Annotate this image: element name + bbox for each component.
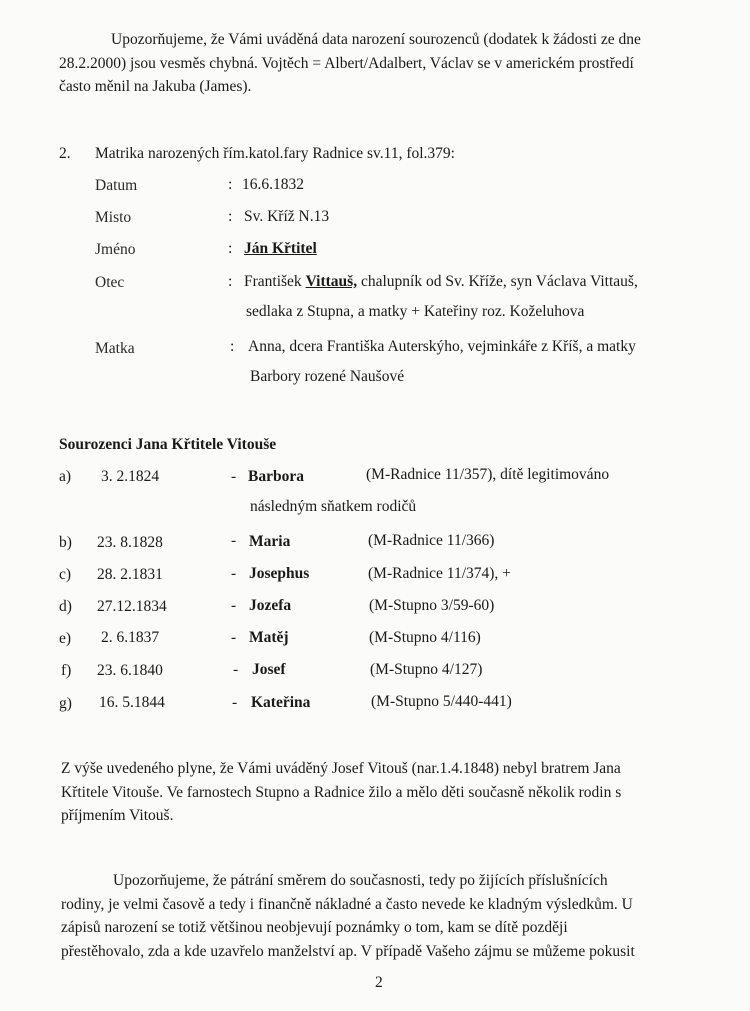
closing-line: přestěhovalo, zda a kde uzavřelo manželství ap. V případě Vašeho zájmu se můžeme pokusit <box>61 942 635 960</box>
otec-description: chalupník od Sv. Kříže, syn Václava Vittauš, <box>360 273 638 290</box>
sibling-letter: f) <box>61 662 72 679</box>
colon: : <box>230 338 235 355</box>
sibling-dash: - <box>231 565 237 582</box>
sibling-dash: - <box>231 597 237 614</box>
colon: : <box>228 240 233 257</box>
sibling-source: (M-Stupno 5/440-441) <box>371 693 512 710</box>
matka-line-2: Barbory rozené Naušové <box>250 368 405 385</box>
colon: : <box>228 208 233 225</box>
sibling-date: 16. 5.1844 <box>99 694 165 711</box>
sibling-name: Jozefa <box>249 597 292 614</box>
sibling-name: Barbora <box>248 468 304 485</box>
closing-line: zápisů narození se totiž většinou neobjevují poznámky o tom, kam se dítě později <box>61 919 568 936</box>
sibling-date: 23. 8.1828 <box>97 534 163 551</box>
sibling-date: 2. 6.1837 <box>101 629 160 646</box>
otec-label: Otec <box>95 274 125 291</box>
sibling-source: (M-Stupno 4/116) <box>369 629 481 646</box>
sibling-letter: e) <box>59 630 72 647</box>
intro-line: Upozorňujeme, že Vámi uváděná data narození sourozenců (dodatek k žádosti ze dne <box>111 31 641 48</box>
conclusion-line: příjmením Vitouš. <box>61 807 174 824</box>
otec-line-2: sedlaka z Stupna, a matky + Kateřiny roz. Koželuhova <box>246 303 585 320</box>
intro-paragraph <box>59 28 641 99</box>
sibling-name: Kateřina <box>251 694 311 711</box>
jmeno-label: Jméno <box>95 241 136 258</box>
sibling-source: (M-Radnice 11/374), + <box>368 565 511 582</box>
sibling-note: následným sňatkem rodičů <box>250 498 417 515</box>
otec-surname: Vittauš, <box>305 273 358 290</box>
misto-value: Sv. Kříž N.13 <box>244 208 330 225</box>
sibling-date: 27.12.1834 <box>97 598 167 615</box>
sibling-letter: d) <box>59 598 72 615</box>
colon: : <box>228 176 233 193</box>
sibling-date: 3. 2.1824 <box>101 468 160 485</box>
jmeno-value: Ján Křtitel <box>244 240 317 257</box>
datum-label: Datum <box>95 177 138 194</box>
sibling-dash: - <box>233 661 239 678</box>
sibling-dash: - <box>231 629 237 646</box>
closing-paragraph <box>61 869 635 963</box>
matka-line-1: Anna, dcera Františka Auterskýho, vejminkáře z Kříš, a matky <box>248 338 636 355</box>
otec-value <box>244 271 638 293</box>
page-number: 2 <box>375 974 383 991</box>
otec-first-name: František <box>244 273 302 290</box>
sibling-dash: - <box>231 468 237 485</box>
misto-label: Misto <box>95 209 132 226</box>
sibling-name: Matěj <box>249 629 289 646</box>
sibling-source: (M-Stupno 3/59-60) <box>369 597 495 614</box>
closing-line: Upozorňujeme, že pátrání směrem do současnosti, tedy po žijících příslušnících <box>113 872 608 889</box>
colon: : <box>228 273 233 290</box>
sibling-date: 23. 6.1840 <box>97 662 163 679</box>
sibling-date: 28. 2.1831 <box>97 566 163 583</box>
matka-label: Matka <box>95 340 135 357</box>
sibling-letter: g) <box>59 695 72 712</box>
conclusion-line: Křtitele Vitouše. Ve farnostech Stupno a Radnice žilo a mělo děti současně několik rodin s <box>61 783 622 801</box>
sibling-source: (M-Radnice 11/366) <box>368 532 495 549</box>
sibling-letter: c) <box>59 566 72 583</box>
sibling-dash: - <box>231 532 237 549</box>
intro-line: často měnil na Jakuba (James). <box>59 78 252 95</box>
sibling-name: Josephus <box>249 565 310 582</box>
datum-value: 16.6.1832 <box>242 176 304 193</box>
sibling-name: Josef <box>252 661 286 678</box>
sibling-dash: - <box>232 694 238 711</box>
siblings-heading: Sourozenci Jana Křtitele Vitouše <box>59 436 277 453</box>
record-title: Matrika narozených řím.katol.fary Radnice sv.11, fol.379: <box>95 145 455 162</box>
sibling-source: (M-Radnice 11/357), dítě legitimováno <box>366 466 610 483</box>
sibling-letter: a) <box>59 468 72 485</box>
record-number: 2. <box>59 145 71 162</box>
sibling-letter: b) <box>59 534 72 551</box>
conclusion-line: Z výše uvedeného plyne, že Vámi uváděný Josef Vitouš (nar.1.4.1848) nebyl bratrem Jana <box>61 760 621 777</box>
intro-line: 28.2.2000) jsou vesměs chybná. Vojtěch = Albert/Adalbert, Václav se v americkém prostředí <box>59 54 634 72</box>
closing-line: rodiny, je velmi časově a tedy i finančně nákladné a často nevede ke kladným výsledkům. U <box>61 895 633 913</box>
conclusion-paragraph <box>61 757 621 828</box>
sibling-source: (M-Stupno 4/127) <box>370 661 483 678</box>
sibling-name: Maria <box>249 533 291 550</box>
